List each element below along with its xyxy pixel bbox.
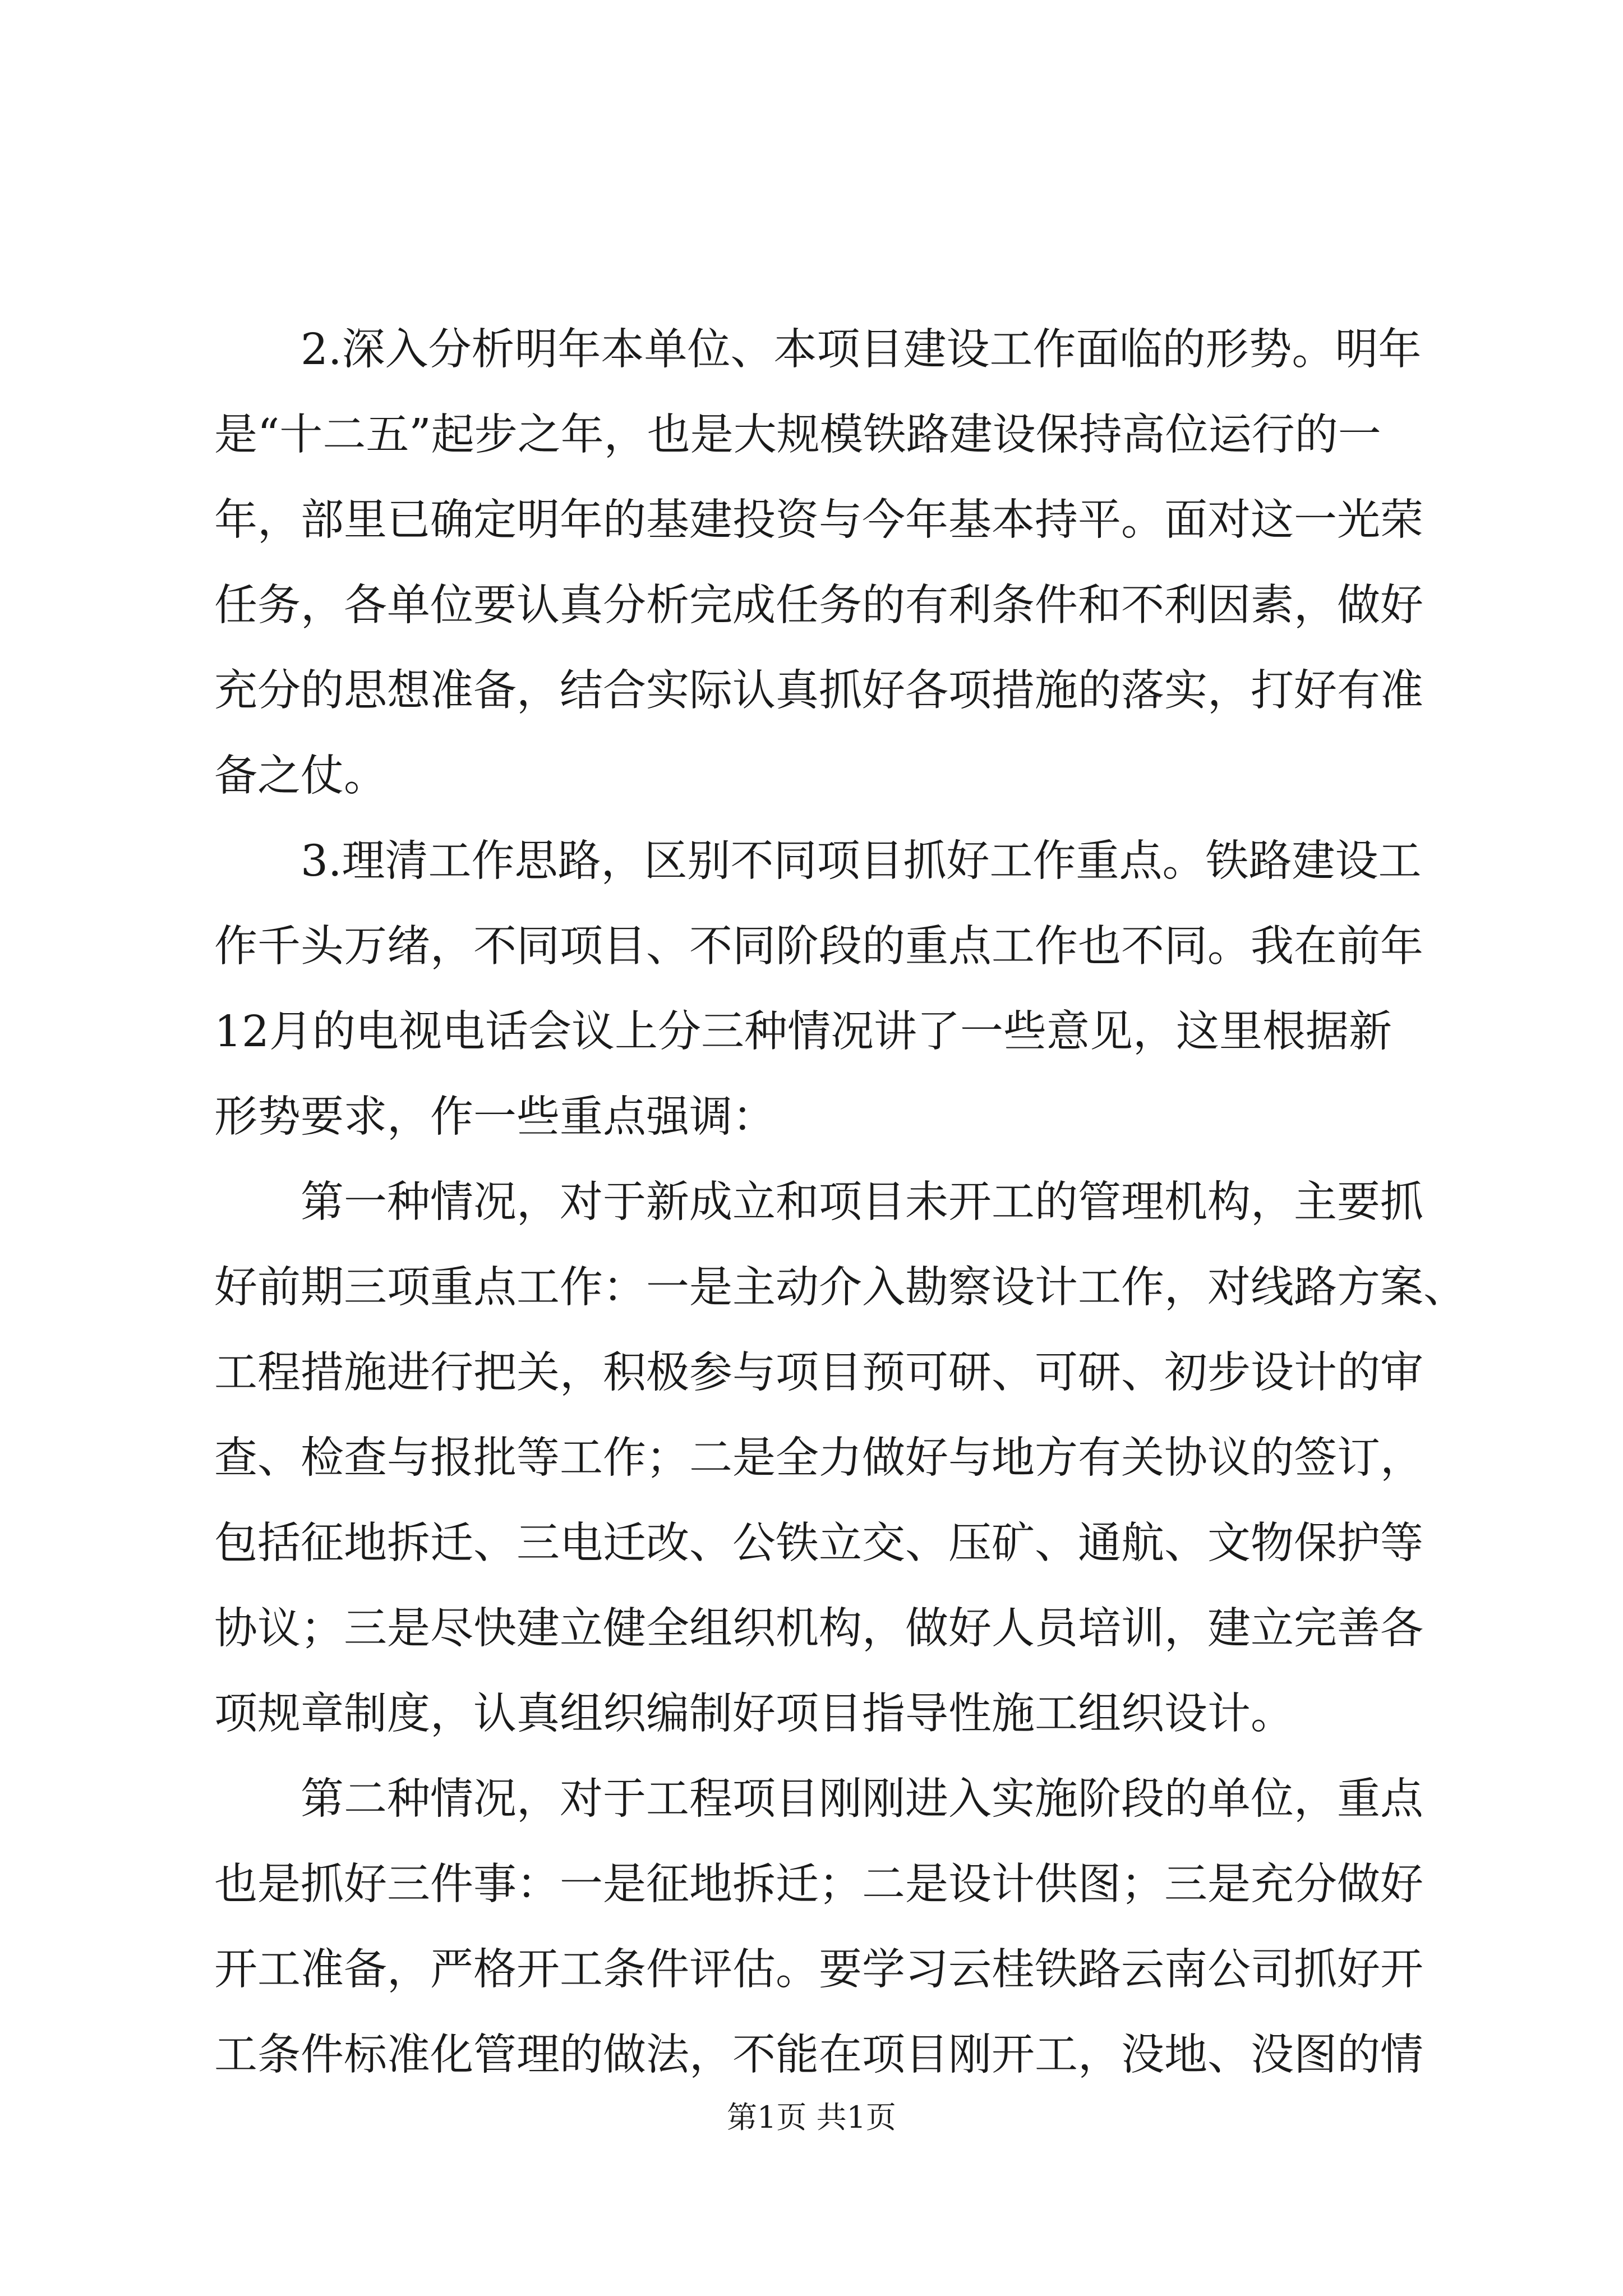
text-line: 是“十二五”起步之年，也是大规模铁路建设保持高位运行的一 <box>214 410 1381 460</box>
text-line: 充分的思想准备，结合实际认真抓好各项措施的落实，打好有准 <box>214 666 1423 716</box>
text-line: 工程措施进行把关，积极参与项目预可研、可研、初步设计的审 <box>214 1348 1423 1398</box>
text-line: 备之仗。 <box>214 751 387 801</box>
text-line: 作千头万绪，不同项目、不同阶段的重点工作也不同。我在前年 <box>214 922 1423 972</box>
text-line: 12月的电视电话会议上分三种情况讲了一些意见，这里根据新 <box>214 1007 1392 1057</box>
page-footer: 第1页 共1页 <box>727 2100 896 2135</box>
text-line: 工条件标准化管理的做法，不能在项目刚开工，没地、没图的情 <box>214 2030 1423 2080</box>
text-line: 第二种情况，对于工程项目刚刚进入实施阶段的单位，重点 <box>301 1774 1423 1824</box>
text-line: 第一种情况，对于新成立和项目未开工的管理机构，主要抓 <box>301 1177 1423 1227</box>
document-body <box>214 307 1467 2098</box>
text-line: 形势要求，作一些重点强调： <box>214 1092 776 1142</box>
text-line: 协议；三是尽快建立健全组织机构，做好人员培训，建立完善各 <box>214 1604 1423 1654</box>
text-line: 好前期三项重点工作：一是主动介入勘察设计工作，对线路方案、 <box>214 1263 1467 1313</box>
text-line: 3.理清工作思路，区别不同项目抓好工作重点。铁路建设工 <box>301 836 1422 886</box>
text-line: 包括征地拆迁、三电迁改、公铁立交、压矿、通航、文物保护等 <box>214 1519 1423 1568</box>
text-line: 2.深入分析明年本单位、本项目建设工作面临的形势。明年 <box>301 325 1422 375</box>
text-line: 年，部里已确定明年的基建投资与今年基本持平。面对这一光荣 <box>214 495 1423 545</box>
text-line: 任务，各单位要认真分析完成任务的有利条件和不利因素，做好 <box>214 581 1423 631</box>
text-line: 查、检查与报批等工作；二是全力做好与地方有关协议的签订， <box>214 1433 1423 1483</box>
text-line: 也是抓好三件事：一是征地拆迁；二是设计供图；三是充分做好 <box>214 1860 1423 1910</box>
text-line: 开工准备，严格开工条件评估。要学习云桂铁路云南公司抓好开 <box>214 1945 1423 1995</box>
text-line: 项规章制度，认真组织编制好项目指导性施工组织设计。 <box>214 1689 1294 1739</box>
